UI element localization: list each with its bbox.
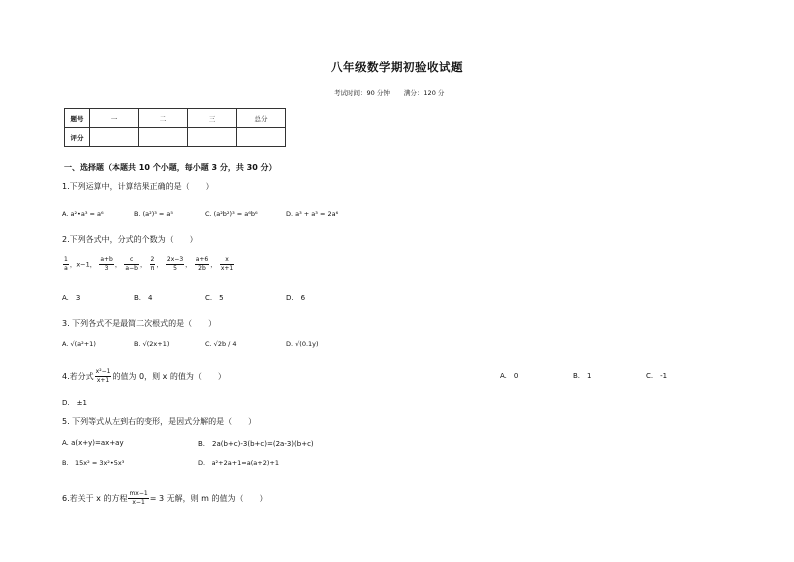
q4-option-b: B. 1 (573, 372, 592, 380)
question-5-stem: 5. 下列等式从左到右的变形，是因式分解的是（ ） (62, 417, 257, 426)
score-table-score-row (65, 128, 286, 147)
q3-option-d: D. √(0.1y) (286, 340, 319, 348)
question-2-stem: 2.下列各式中，分式的个数为（ ） (62, 235, 198, 244)
q4-fraction-denominator: x+1 (96, 377, 110, 384)
score-label-cell: 评分 (65, 128, 90, 147)
header-cell: 三 (188, 109, 237, 128)
q2-expr-a-plus-6-over-2b: $\frac{a+6}{2b}$ (195, 256, 209, 272)
question-1-stem: 1.下列运算中，计算结果正确的是（ ） (62, 182, 214, 191)
q2-expr-a-plus-b-over-3: $\frac{a+b}{3}$ (100, 256, 113, 272)
score-cell[interactable] (237, 128, 286, 147)
q5-option-c: B. 15x² = 3x²•5x³ (62, 459, 125, 467)
header-cell: 题号 (65, 109, 90, 128)
q2-expr-1-over-a: $\frac{1}{a}$ (64, 256, 68, 272)
q6-fraction-denominator: x−1 (132, 499, 145, 506)
score-cell[interactable] (139, 128, 188, 147)
q2-expr-c-over-a-minus-b: $\frac{c}{a-b}$ (125, 256, 138, 272)
header-cell: 一 (90, 109, 139, 128)
q4-option-a: A. 0 (500, 372, 519, 380)
q2-option-b: B. 4 (134, 294, 153, 302)
q2-option-a: A. 3 (62, 294, 81, 302)
exam-time: 考试时间：90 分钟 (334, 89, 390, 97)
exam-info (334, 88, 456, 97)
score-cell[interactable] (188, 128, 237, 147)
q5-option-b: B. 2a(b+c)-3(b+c)=(2a-3)(b+c) (198, 440, 314, 448)
q2-expression-list: $\frac{1}{a}$ ，x−1， $\frac{a+b}{3}$ ， $\frac{c}{a-b}$ ， $\frac{2}{\pi}$ ， $\frac{2x-3}{5}$ ， $\frac{a+6}{2b}$ ， $\frac{x}{x+1}$ (64, 256, 234, 272)
q6-stem-prefix: 6.若关于 x 的方程 (62, 494, 128, 503)
question-6-stem (62, 490, 267, 507)
question-4-stem (62, 368, 226, 385)
q5-option-d: D. a²+2a+1=a(a+2)+1 (198, 459, 279, 467)
page-title: 八年级数学期初验收试题 (331, 60, 463, 74)
q1-option-b: B. (a²)³ = a⁵ (134, 210, 174, 218)
q3-option-c: C. √2b / 4 (205, 340, 237, 348)
score-table (64, 108, 286, 147)
q4-stem-suffix: 的值为 0，则 x 的值为（ ） (112, 372, 226, 381)
q4-option-d: D. ±1 (62, 399, 87, 407)
header-cell: 二 (139, 109, 188, 128)
q3-option-a: A. √(a²+1) (62, 340, 96, 348)
q6-stem-suffix: = 3 无解，则 m 的值为（ ） (149, 494, 268, 503)
q5-option-a: A. a(x+y)=ax+ay (62, 439, 124, 447)
q4-fraction-numerator: x²−1 (95, 368, 111, 375)
q4-option-c: C. -1 (646, 372, 668, 380)
q3-option-b: B. √(2x+1) (134, 340, 170, 348)
full-score: 满分：120 分 (403, 89, 445, 97)
score-cell[interactable] (90, 128, 139, 147)
section-heading: 一、选择题（本题共 10 个小题，每小题 3 分，共 30 分） (64, 163, 277, 172)
q2-expr-2x-minus-3-over-5: $\frac{2x-3}{5}$ (166, 256, 184, 272)
score-table-header-row (65, 109, 286, 128)
q2-option-d: D. 6 (286, 294, 306, 302)
q2-expr-2-over-pi: $\frac{2}{\pi}$ (150, 256, 155, 272)
q1-option-a: A. a²•a³ = a⁶ (62, 210, 104, 218)
q2-option-c: C. 5 (205, 294, 224, 302)
q1-option-d: D. a³ + a³ = 2a⁶ (286, 210, 339, 218)
q6-fraction-numerator: mx−1 (129, 490, 148, 497)
q6-fraction (128, 490, 148, 507)
q4-stem-prefix: 4.若分式 (62, 372, 94, 381)
header-cell: 总分 (237, 109, 286, 128)
q4-fraction (95, 368, 112, 385)
q1-option-c: C. (a²b²)³ = a⁶b⁶ (205, 210, 258, 218)
q2-expr-x-over-x-plus-1: $\frac{x}{x+1}$ (220, 256, 234, 272)
question-3-stem: 3. 下列各式不是最简二次根式的是（ ） (62, 319, 217, 328)
